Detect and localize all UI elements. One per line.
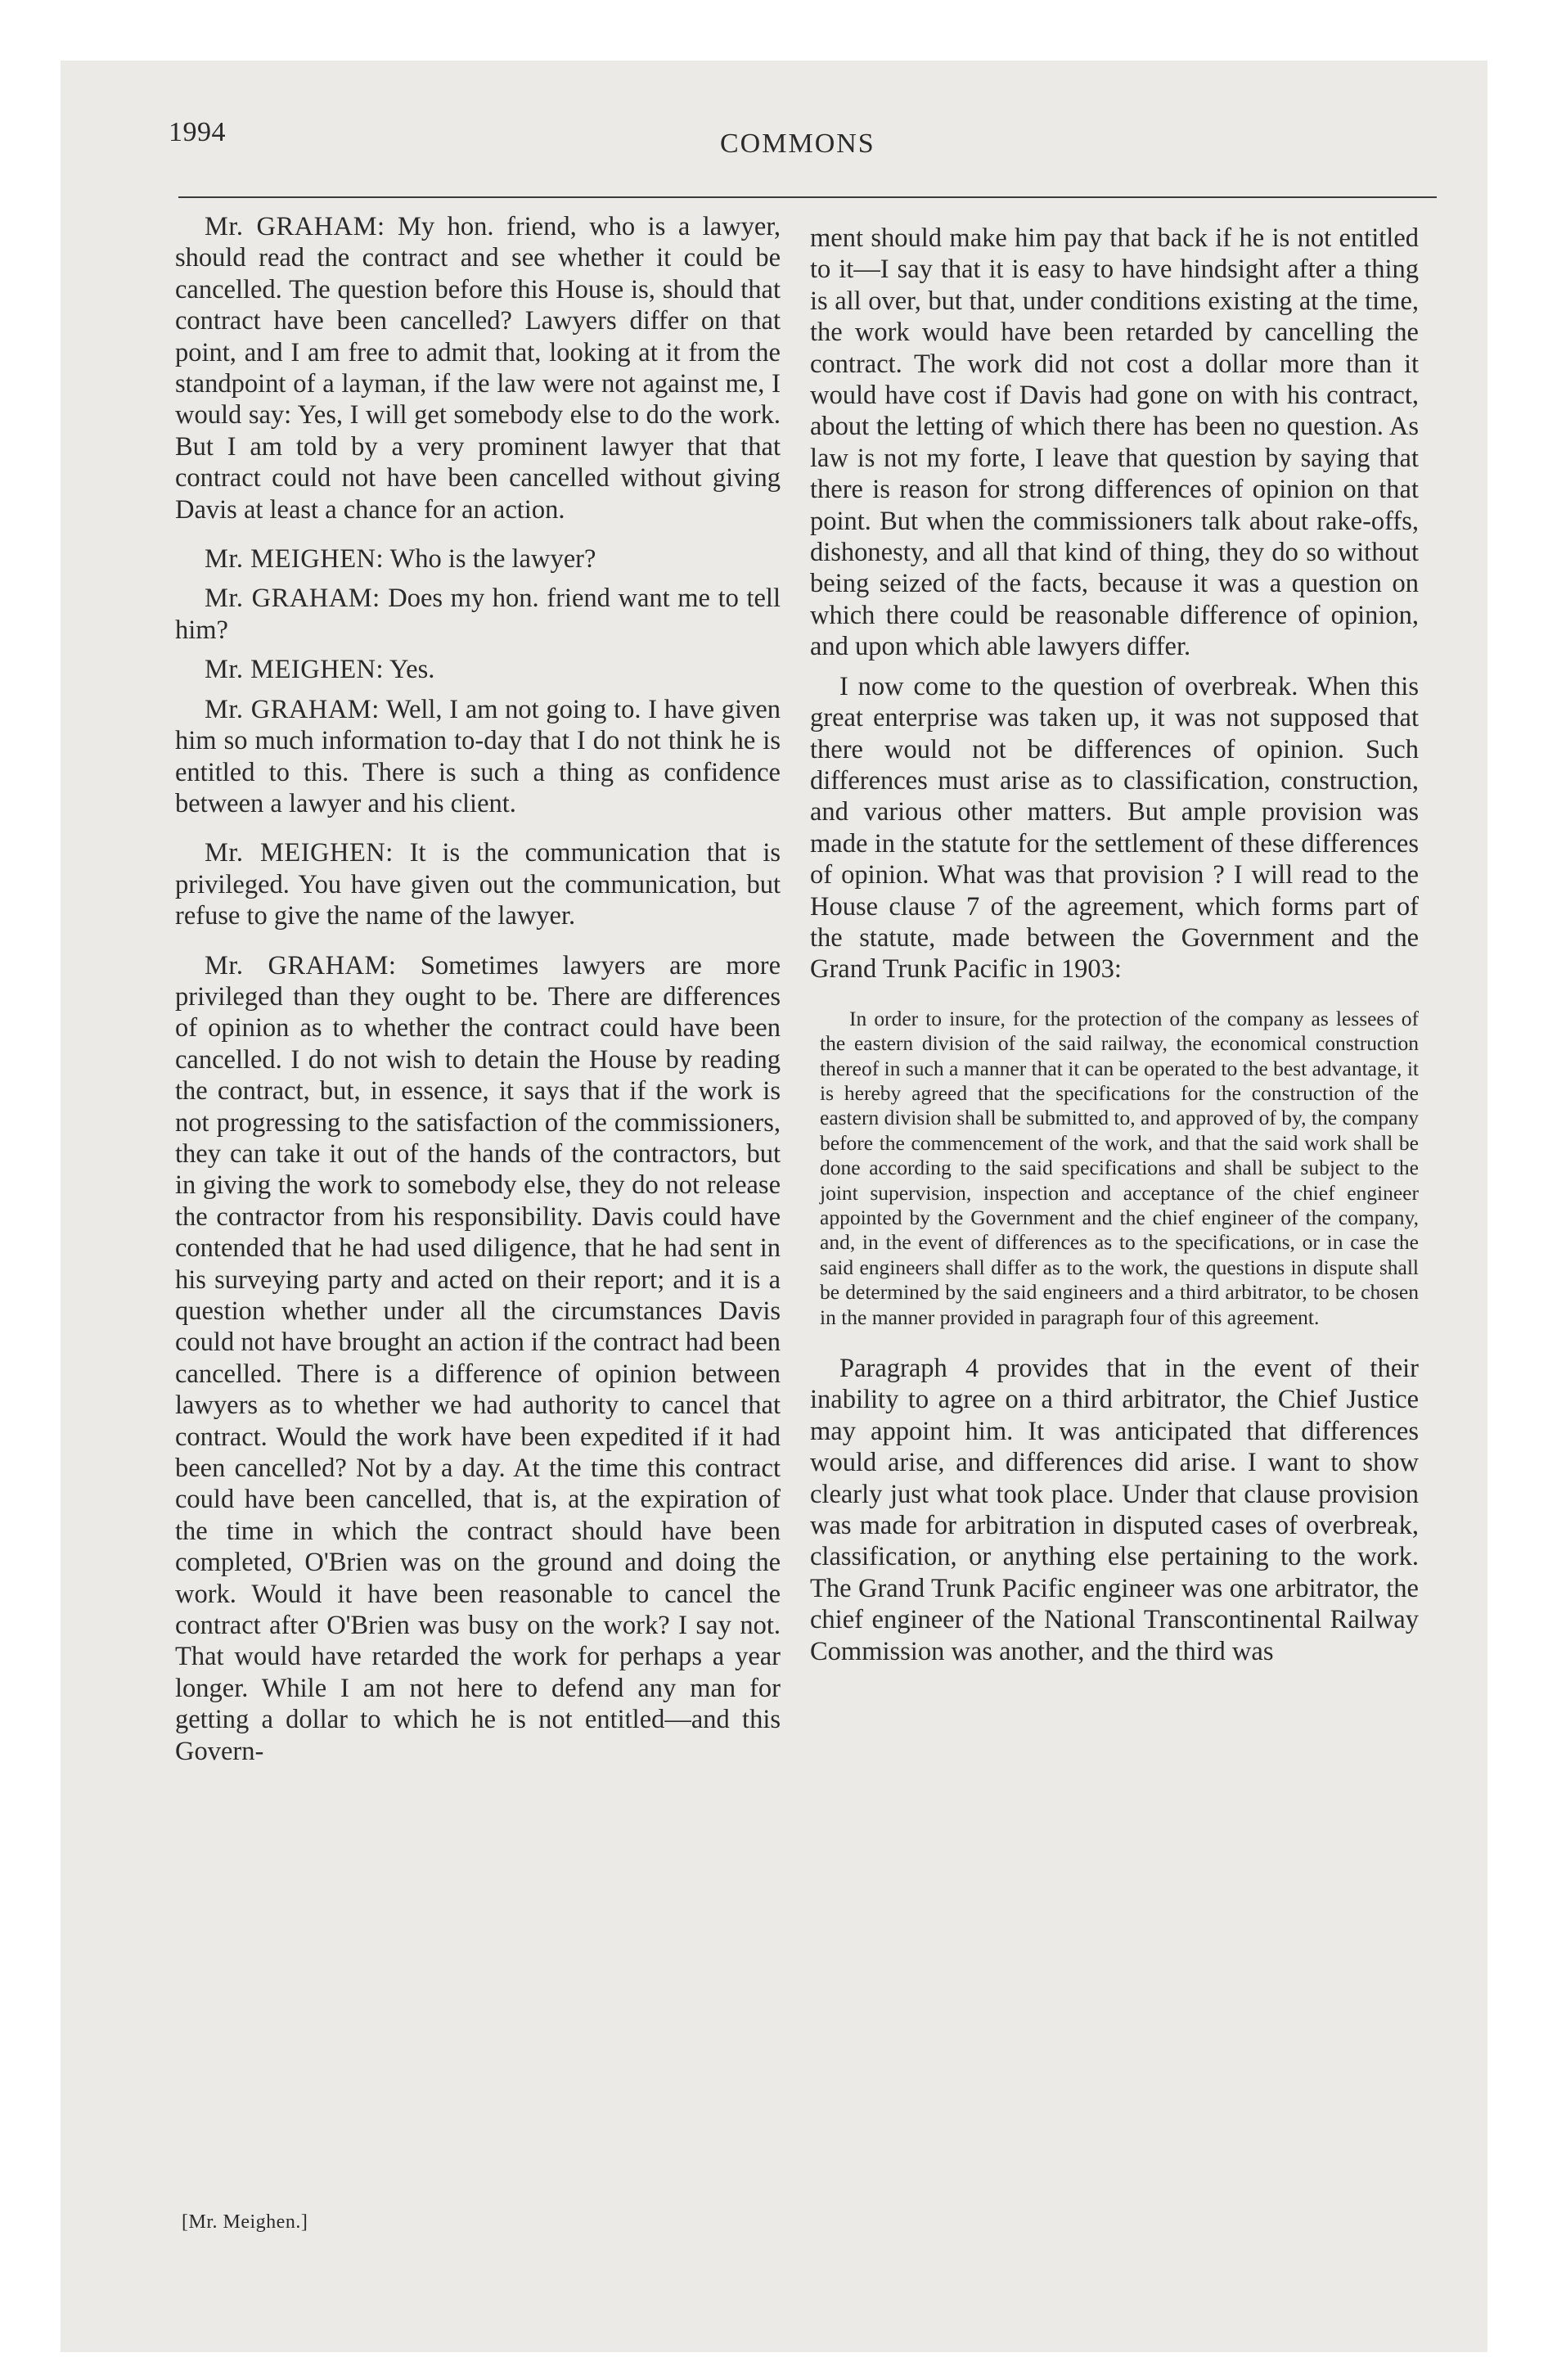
- paragraph-four-paragraph: Paragraph 4 provides that in the event of their inability to agree on a third arbitrator, the Chief Justice may appoint him. It was anticipated that differences would arise, and differences did arise. I want to show clearly just what took place. Under that clause provision was made for arbitration in disputed cases of overbreak, classification, or anything else pertaining to the work. The Grand Trunk Pacific engineer was one arbitrator, the chief engineer of the National Transcontinental Railway Commission was another, and the third was: [810, 1354, 1419, 1666]
- left-column: [175, 211, 781, 1775]
- speech-text: Does my hon. friend want me to tell him?: [175, 584, 781, 645]
- speech-text: Yes.: [389, 655, 435, 685]
- header-rule: [178, 196, 1437, 198]
- overbreak-paragraph: I now come to the question of overbreak. When this great enterprise was taken up, it was not supposed that there would not be differences of opinion. Such differences must arise as to classification, construction, and various other matters. But ample provision was made in the statute for the settlement of these differences of opinion. What was that provision ? I will read to the House clause 7 of the agreement, which forms part of the statute, made between the Government and the Grand Trunk Pacific in 1903:: [810, 671, 1419, 985]
- speaker-name: Mr. GRAHAM:: [205, 694, 380, 724]
- speech-paragraph: [175, 694, 781, 820]
- quoted-clause: In order to insure, for the protection of the company as lessees of the eastern division of the said railway, the economical construction thereof in such a manner that it can be operated to the best advantage, it is hereby agreed that the specifications for the construction of the eastern division shall be submitted to, and approved of by, the company before the commencement of the work, and that the said work shall be done according to the said specifications and shall be subject to the joint supervision, inspection and acceptance of the chief engineer appointed by the Government and the chief engineer of the company, and, in the event of differences as to the specifications, or in case the said engineers shall differ as to the work, the questions in dispute shall be determined by the said engineers and a third arbitrator, to be chosen in the manner provided in paragraph four of this agreement.: [820, 1006, 1419, 1329]
- continuation-paragraph: ment should make him pay that back if he is not entitled to it—I say that it is easy to have hindsight after a thing is all over, but that, under conditions existing at the time, the work would have been retarded by cancelling the contract. The work did not cost a dollar more than it would have cost if Davis had gone on with his contract, about the letting of which there has been no question. As law is not my forte, I leave that question by saying that there is reason for strong differences of opinion on that point. But when the commissioners talk about rake-offs, dishonesty, and all that kind of thing, they do so without being seized of the facts, because it was a question on which there could be reasonable difference of opinion, and upon which able lawyers differ.: [810, 223, 1419, 662]
- speaker-name: Mr. GRAHAM:: [205, 212, 385, 241]
- footer-note: [Mr. Meighen.]: [182, 2211, 308, 2233]
- speech-paragraph: [175, 837, 781, 931]
- speech-text: It is the communication that is privileged. You have given out the communication, but refuse to give the name of the lawyer.: [175, 838, 781, 931]
- speech-paragraph: [175, 543, 781, 575]
- right-column: [810, 223, 1419, 1675]
- speech-text: My hon. friend, who is a lawyer, should read the contract and see whether it could be cancelled. The question before this House is, should that contract have been cancelled? Lawyers differ on that point, and I am free to admit that, looking at it from the standpoint of a layman, if the law were not against me, I would say: Yes, I will get somebody else to do the work. But I am told by a very prominent lawyer that that contract could not have been cancelled without giving Davis at least a chance for an action.: [175, 212, 781, 525]
- speech-paragraph: [175, 950, 781, 1768]
- speaker-name: Mr. MEIGHEN:: [205, 544, 385, 575]
- speech-paragraph: [175, 654, 781, 685]
- speech-text: Who is the lawyer?: [389, 544, 596, 575]
- speech-paragraph: [175, 583, 781, 646]
- speaker-name: Mr. GRAHAM:: [205, 584, 380, 614]
- speech-text: Well, I am not going to. I have given him so much information to-day that I do not think he is entitled to this. There is such a thing as confidence between a lawyer and his client.: [175, 694, 781, 818]
- page-number: 1994: [169, 117, 226, 147]
- speech-text: Sometimes lawyers are more privileged than they ought to be. There are differences of opinion as to whether the contract could have been cancelled. I do not wish to detain the House by reading the contract, but, in essence, it says that if the work is not progressing to the satisfaction of the commissioners, they can take it out of the hands of the contractors, but in giving the work to somebody else, they do not release the contractor from his responsibility. Davis could have contended that he had used diligence, that he had sent in his surveying party and acted on their report; and it is a question whether under all the circumstances Davis could not have brought an action if the contract had been cancelled. There is a difference of opinion between lawyers as to whether we had authority to cancel that contract. Would the work have been expedited if it had been cancelled? Not by a day. At the time this contract could have been cancelled, that is, at the expiration of the time in which the contract should have been completed, O'Brien was on the ground and doing the work. Would it have been reasonable to cancel the contract after O'Brien was busy on the work? I say not. That would have retarded the work for perhaps a year longer. While I am not here to defend any man for getting a dollar to which he is not entitled—and this Govern-: [175, 950, 781, 1766]
- speaker-name: Mr. MEIGHEN:: [205, 655, 385, 685]
- speech-paragraph: [175, 211, 781, 525]
- speaker-name: Mr. MEIGHEN:: [205, 838, 394, 868]
- running-title: COMMONS: [720, 128, 875, 159]
- speaker-name: Mr. GRAHAM:: [205, 950, 397, 980]
